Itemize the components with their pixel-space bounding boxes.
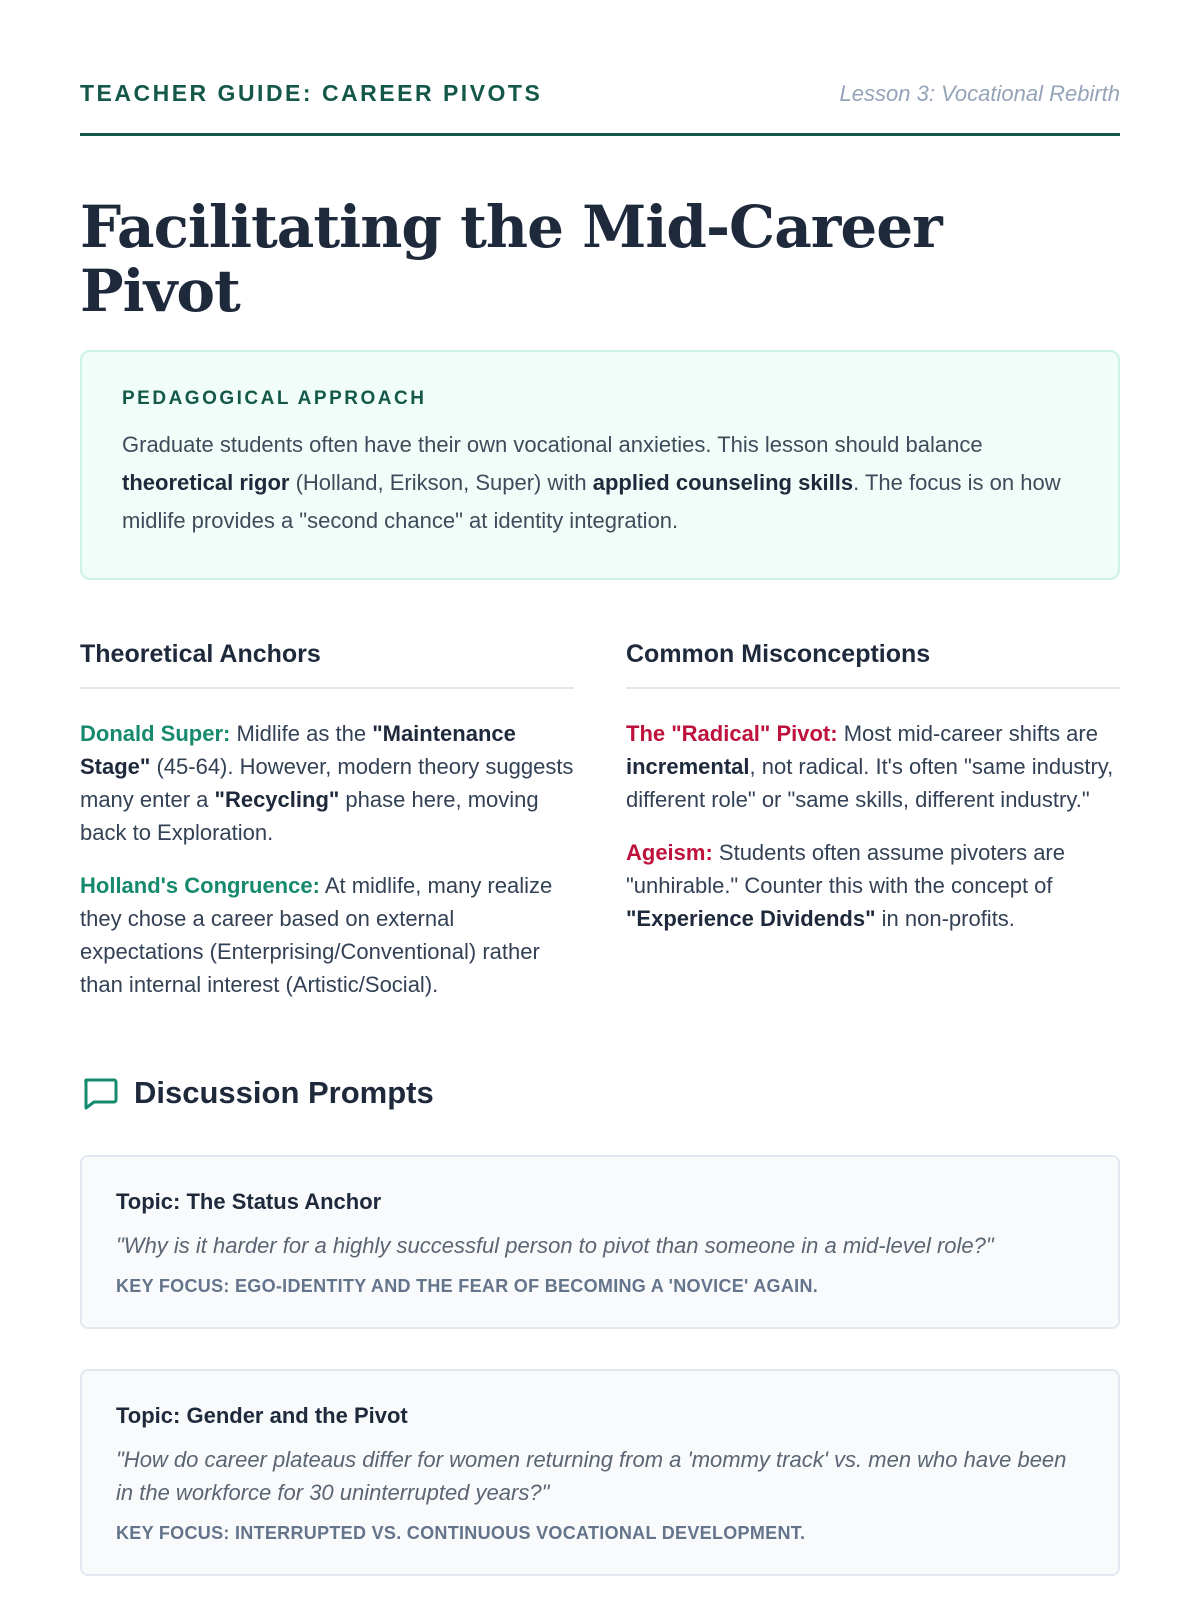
prompt-question: "How do career plateaus differ for women returning from a 'mommy track' vs. men who have been in the workforce for 30 uninterrupted years?" (116, 1446, 1067, 1505)
page-title: Facilitating the Mid-Career Pivot (80, 193, 942, 325)
anchor-text: (45-64). However, modern theory suggests many enter a (80, 753, 574, 812)
guide-label: TEACHER GUIDE: CAREER PIVOTS (80, 80, 543, 106)
misconceptions-title: Common Misconceptions (626, 640, 1120, 689)
anchor-text: At midlife, many realize they chose a career based on external expectations (Enterprising/Conventional) rather than internal interest (Artistic/Social). (80, 872, 553, 997)
prompt-card (80, 1155, 1120, 1329)
misconception-text: in non-profits. (875, 905, 1015, 931)
page-header (80, 0, 1120, 136)
anchor-item-super (80, 717, 574, 849)
anchors-title: Theoretical Anchors (80, 640, 574, 689)
anchor-text: phase here, moving back to Exploration. (80, 786, 539, 845)
approach-bold-term: theoretical rigor (122, 469, 290, 495)
prompt-key-focus: KEY FOCUS: EGO-IDENTITY AND THE FEAR OF BECOMING A 'NOVICE' AGAIN. (116, 1275, 819, 1296)
misconception-item-radical-pivot (626, 717, 1120, 816)
approach-text-part: . The focus is on how midlife provides a "second chance" at identity integration. (122, 469, 1061, 533)
anchor-term: Holland's Congruence: (80, 872, 320, 898)
misconception-bold: "Experience Dividends" (626, 905, 876, 931)
discussion-title: Discussion Prompts (134, 1074, 434, 1110)
approach-text-part: Graduate students often have their own vocational anxieties. This lesson should balance (122, 431, 983, 457)
lesson-label: Lesson 3: Vocational Rebirth (839, 81, 1120, 106)
pedagogical-approach-box (80, 350, 1120, 580)
misconception-text: Students often assume pivoters are "unhirable." Counter this with the concept of (626, 839, 1065, 898)
misconception-term: The "Radical" Pivot: (626, 720, 838, 746)
prompt-card (80, 1369, 1120, 1576)
anchor-term: Donald Super: (80, 720, 231, 746)
theoretical-anchors-column (80, 640, 574, 1021)
prompt-key-focus: KEY FOCUS: INTERRUPTED VS. CONTINUOUS VOCATIONAL DEVELOPMENT. (116, 1522, 806, 1543)
approach-text (122, 426, 1078, 540)
misconceptions-column (626, 640, 1120, 1021)
misconception-text: , not radical. It's often "same industry, different role" or "same skills, different industry." (626, 753, 1114, 812)
approach-text-part: (Holland, Erikson, Super) with (289, 469, 593, 495)
approach-bold-term: applied counseling skills (592, 469, 854, 495)
anchor-text: Midlife as the (230, 720, 373, 746)
anchor-bold: "Maintenance Stage" (80, 720, 516, 779)
chat-bubble-icon (80, 1073, 120, 1113)
anchor-item-holland (80, 869, 574, 1001)
misconception-item-ageism (626, 836, 1120, 935)
anchor-bold: "Recycling" (214, 786, 340, 812)
approach-heading: PEDAGOGICAL APPROACH (122, 387, 427, 409)
misconception-bold: incremental (626, 753, 750, 779)
prompt-topic: Topic: The Status Anchor (116, 1188, 382, 1214)
prompt-question: "Why is it harder for a highly successful person to pivot than someone in a mid-level role?" (116, 1232, 994, 1258)
discussion-header (80, 1073, 1120, 1113)
prompt-topic: Topic: Gender and the Pivot (116, 1402, 408, 1428)
misconception-text: Most mid-career shifts are (837, 720, 1098, 746)
misconception-term: Ageism: (626, 839, 713, 865)
two-column-section (80, 640, 1120, 1021)
